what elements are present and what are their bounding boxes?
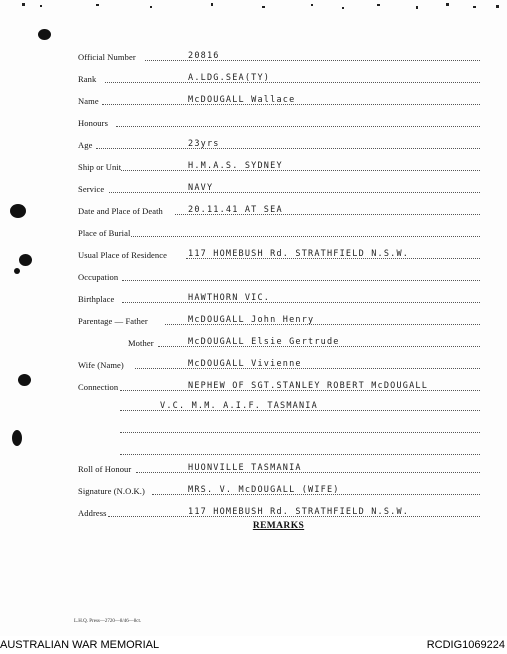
field-label-honours: Honours <box>78 118 108 128</box>
field-row-ship-or-unit <box>78 158 480 174</box>
field-leader-dots <box>122 279 480 281</box>
remarks-heading <box>0 521 507 531</box>
connection-continued-line <box>120 398 480 414</box>
field-leader-dots <box>120 431 480 433</box>
field-value-service: NAVY <box>188 183 214 193</box>
field-label-parentage-father: Parentage — Father <box>78 316 148 326</box>
punch-hole <box>18 374 31 386</box>
field-row-age <box>78 136 480 152</box>
field-row-parentage-mother <box>78 334 480 350</box>
field-label-signature-nok: Signature (N.O.K.) <box>78 486 145 496</box>
field-label-usual-place-of-residence: Usual Place of Residence <box>78 250 168 260</box>
field-row-signature-nok <box>78 482 480 498</box>
field-row-place-of-burial <box>78 224 480 240</box>
field-value-parentage-father: McDOUGALL John Henry <box>188 315 315 325</box>
field-value-ship-or-unit: H.M.A.S. SYDNEY <box>188 161 283 171</box>
field-label-date-place-of-death: Date and Place of Death <box>78 206 163 216</box>
field-label-parentage-mother: Mother <box>128 338 154 348</box>
connection-continued-line <box>120 420 480 436</box>
field-row-address <box>78 504 480 520</box>
field-value-connection: NEPHEW OF SGT.STANLEY ROBERT McDOUGALL <box>188 381 429 391</box>
edge-mark-strip <box>0 1 507 15</box>
punch-hole <box>10 204 26 218</box>
field-value-age: 23yrs <box>188 139 220 149</box>
footer-item-id: RCDIG1069224 <box>426 639 505 651</box>
field-row-roll-of-honour <box>78 460 480 476</box>
field-label-place-of-burial: Place of Burial <box>78 228 131 238</box>
field-row-wife <box>78 356 480 372</box>
field-row-official-number <box>78 48 480 64</box>
field-leader-dots <box>131 235 480 237</box>
field-row-name <box>78 92 480 108</box>
field-row-occupation <box>78 268 480 284</box>
field-leader-dots <box>105 81 480 83</box>
field-value-rank: A.LDG.SEA(TY) <box>188 73 271 83</box>
field-label-birthplace: Birthplace <box>78 294 115 304</box>
field-value-date-place-of-death: 20.11.41 AT SEA <box>188 205 283 215</box>
field-value-birthplace: HAWTHORN VIC. <box>188 293 271 303</box>
field-value-signature-nok: MRS. V. McDOUGALL (WIFE) <box>188 485 340 495</box>
footer-institution: AUSTRALIAN WAR MEMORIAL <box>0 639 160 651</box>
field-leader-dots <box>109 191 480 193</box>
field-row-parentage-father <box>78 312 480 328</box>
remarks-heading-text: REMARKS <box>252 521 305 531</box>
field-value-address: 117 HOMEBUSH Rd. STRATHFIELD N.S.W. <box>188 507 410 517</box>
printer-note: L.H.Q. Press—2720—8/46—8ct. <box>74 619 142 624</box>
field-leader-dots <box>120 453 480 455</box>
field-label-rank: Rank <box>78 74 97 84</box>
field-value-official-number: 20816 <box>188 51 220 61</box>
footer-bar <box>0 637 507 654</box>
field-row-connection <box>78 378 480 394</box>
field-label-name: Name <box>78 96 99 106</box>
punch-hole <box>38 29 51 40</box>
field-value-roll-of-honour: HUONVILLE TASMANIA <box>188 463 302 473</box>
field-label-roll-of-honour: Roll of Honour <box>78 464 132 474</box>
field-label-occupation: Occupation <box>78 272 119 282</box>
field-value-parentage-mother: McDOUGALL Elsie Gertrude <box>188 337 340 347</box>
field-row-usual-place-of-residence <box>78 246 480 262</box>
field-row-birthplace <box>78 290 480 306</box>
punch-hole <box>19 254 32 266</box>
field-leader-dots <box>121 169 480 171</box>
punch-hole <box>14 268 20 274</box>
field-label-connection: Connection <box>78 382 119 392</box>
field-leader-dots <box>122 301 480 303</box>
field-label-ship-or-unit: Ship or Unit <box>78 162 122 172</box>
field-value-name: McDOUGALL Wallace <box>188 95 296 105</box>
field-row-rank <box>78 70 480 86</box>
field-leader-dots <box>135 367 480 369</box>
connection-continued-value: V.C. M.M. A.I.F. TASMANIA <box>160 401 318 411</box>
field-row-date-place-of-death <box>78 202 480 218</box>
field-value-wife: McDOUGALL Vivienne <box>188 359 302 369</box>
field-leader-dots <box>116 125 480 127</box>
field-label-address: Address <box>78 508 107 518</box>
punch-hole <box>12 430 22 446</box>
field-value-usual-place-of-residence: 117 HOMEBUSH Rd. STRATHFIELD N.S.W. <box>188 249 410 259</box>
field-label-wife: Wife (Name) <box>78 360 124 370</box>
field-row-honours <box>78 114 480 130</box>
field-label-age: Age <box>78 140 93 150</box>
field-label-official-number: Official Number <box>78 52 136 62</box>
field-leader-dots <box>96 147 480 149</box>
field-row-service <box>78 180 480 196</box>
field-label-service: Service <box>78 184 105 194</box>
top-edge-marks <box>0 0 507 14</box>
connection-continued-line <box>120 442 480 458</box>
